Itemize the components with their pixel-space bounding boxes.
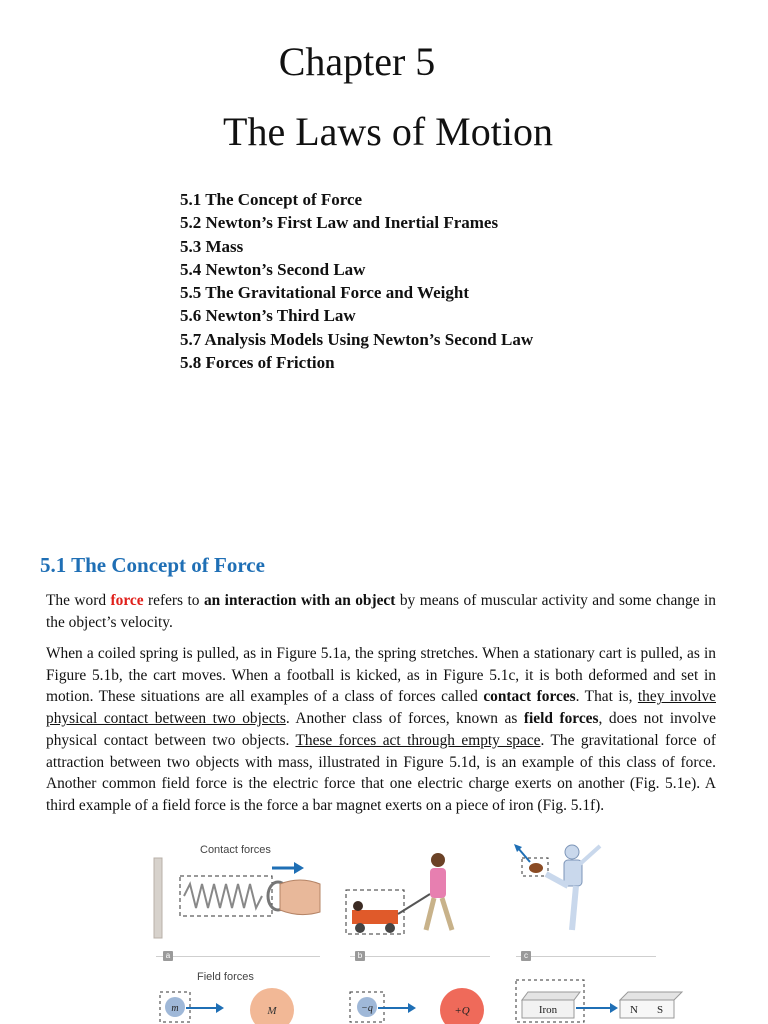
pull-handle [398, 894, 430, 914]
text: . The gravitational force of attraction between two objects with mass, illustrated in Figure 5.1d, is an example of this class of force. Another common field force is the electric force that one electric charge exerts on another (Fig. 5.1e). A third example of a field force is the force a bar magnet exerts on a piece of iron (Fig. 5.1f). [46, 731, 716, 814]
electric-charges [348, 984, 498, 1024]
magnet-south-label: S [656, 1004, 664, 1016]
wagon [352, 910, 398, 924]
toc-item: 5.3 Mass [180, 236, 244, 256]
wheel [385, 923, 395, 933]
spring-illustration [150, 854, 325, 940]
gravitational-masses [158, 984, 308, 1024]
text: . That is, [575, 688, 638, 706]
text: , does not involve physical contact between two objects. [46, 710, 716, 749]
iron-label: Iron [538, 1004, 558, 1016]
charge-label-pos: +Q [454, 1005, 470, 1017]
magnet-north-label: N [630, 1004, 638, 1016]
term-field-forces: field forces [523, 710, 599, 728]
panel-tag-b: b [355, 951, 365, 961]
panel-tag-c: c [521, 951, 531, 961]
cart-illustration [342, 844, 472, 944]
charge-label-neg: −q [361, 1003, 373, 1014]
emphasis-interaction: an interaction with an object [203, 592, 396, 609]
coiled-spring [184, 884, 262, 908]
figure-5-1 [150, 838, 690, 1024]
mass-label-m: m [171, 1003, 179, 1014]
text: . Another class of forces, known as [285, 710, 524, 728]
text: by means of muscular activity and some change in the object’s velocity. [46, 592, 716, 631]
toc-item: 5.8 Forces of Friction [180, 353, 335, 373]
arrow-head [216, 1003, 224, 1013]
arrow-head [408, 1003, 416, 1013]
keyword-force: force [110, 592, 144, 609]
wall [154, 858, 162, 938]
football [529, 863, 543, 873]
paragraph-force-definition [46, 590, 716, 633]
football-illustration [508, 838, 628, 938]
toc-item: 5.4 Newton’s Second Law [180, 259, 366, 279]
term-contact-forces: contact forces [483, 688, 576, 706]
arrow-head [610, 1003, 618, 1013]
hand [280, 880, 320, 915]
chapter-subtitle: The Laws of Motion [223, 109, 553, 154]
text: refers to [143, 592, 204, 609]
helmet [565, 845, 579, 859]
table-of-contents [180, 188, 533, 374]
panel-rule [350, 956, 490, 957]
panel-tag-a: a [163, 951, 173, 961]
toc-item: 5.2 Newton’s First Law and Inertial Frames [180, 213, 499, 233]
chapter-title: Chapter 5 [278, 39, 436, 84]
person-body [430, 868, 446, 898]
underlined-field-definition: These forces act through empty space [295, 731, 541, 749]
leg [442, 898, 452, 930]
panel-rule [516, 956, 656, 957]
contact-forces-label: Contact forces [200, 844, 271, 856]
toc-item: 5.1 The Concept of Force [180, 190, 363, 209]
person-head [431, 853, 445, 867]
panel-rule [156, 956, 320, 957]
child-head [353, 901, 363, 911]
magnet-top [620, 992, 682, 1000]
wheel [355, 923, 365, 933]
toc-item: 5.5 The Gravitational Force and Weight [180, 283, 470, 303]
arm [580, 846, 600, 864]
toc-item: 5.7 Analysis Models Using Newton’s Second Law [180, 329, 534, 349]
iron-top [522, 992, 580, 1000]
bar-magnet [620, 1000, 674, 1018]
standing-leg [572, 886, 576, 930]
text: The word [46, 592, 111, 609]
section-heading: 5.1 The Concept of Force [40, 553, 265, 577]
paragraph-force-classes [46, 643, 716, 817]
text: When a coiled spring is pulled, as in Figure 5.1a, the spring stretches. When a stationary cart is pulled, as in Figure 5.1b, the cart moves. When a football is kicked, as in Figure 5.1c, it is both deformed and set in motion. These situations are all examples of a class of forces called [46, 645, 716, 706]
magnet-and-iron [514, 978, 690, 1024]
mass-label-M: M [267, 1005, 277, 1017]
leg [426, 898, 434, 930]
force-arrow [518, 848, 530, 862]
underlined-contact-definition: they involve physical contact between two objects [46, 688, 716, 728]
field-forces-label: Field forces [197, 971, 254, 983]
arrow-head [294, 862, 304, 874]
toc-item: 5.6 Newton’s Third Law [180, 306, 356, 326]
